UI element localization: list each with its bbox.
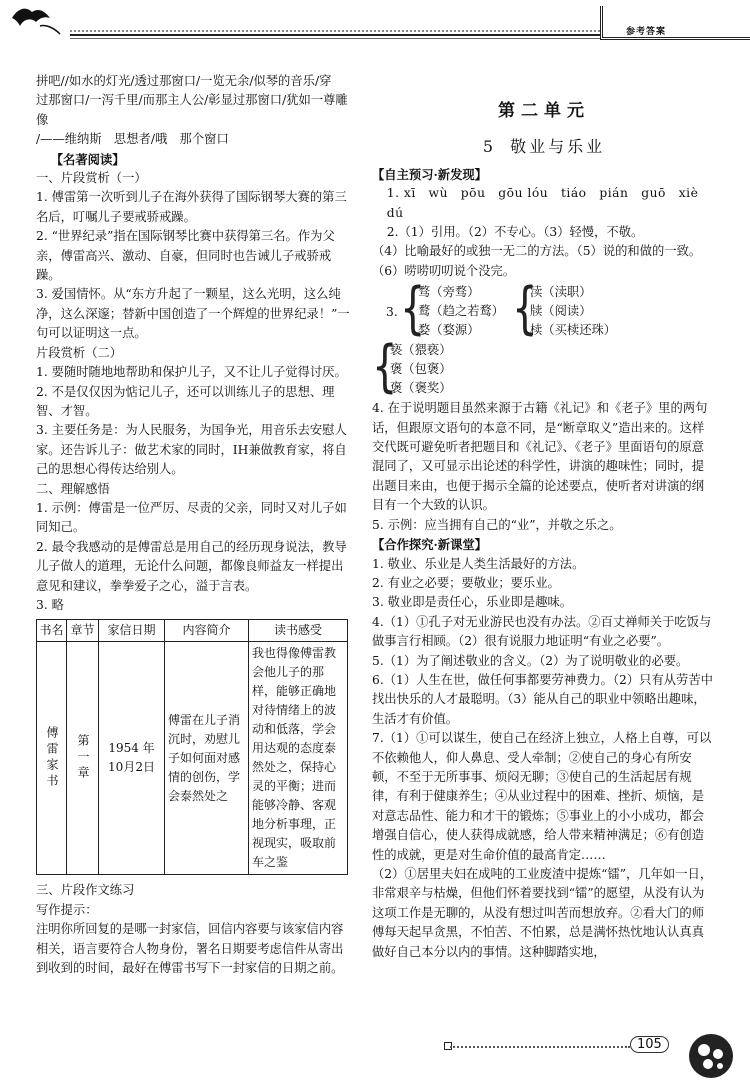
table-cell-date: 1954 年 10月2日 [99,642,165,875]
header-rule [70,34,600,36]
table-header: 家信日期 [99,620,165,642]
page-number: 105 [630,1036,669,1053]
table-cell-summary: 傅雷在儿子消沉时，劝慰儿子如何面对感情的创伤，学会泰然处之 [165,642,249,875]
char-entry: 椟（买椟还珠） [530,323,617,338]
answer-item: （2）①居里夫妇在成吨的工业废渣中提炼“镭”，几年如一日，非常艰辛与枯燥，但他们怀着要找到“镭”的愿望，从没有认为这项工作是无聊的，从没有想过叫苦而想放弃。②看大门的师傅每天起早贪黑，不怕苦、不怕累，总是满怀热忱地认认真真做好自己本分以内的事情。这种脚踏实地， [372,867,713,959]
table-cell-chapter [67,642,99,875]
section-heading: 【合作探究·新课堂】 [372,537,487,553]
table-header: 内容简介 [165,620,249,642]
pinyin-answers: 1. xī wù pōu gōu lóu tiáo pián guō xiè dú [386,186,699,220]
char-entry: 骛（旁骛） [418,285,480,300]
answer-item: 3. 主要任务是：为人民服务，为国争光，用音乐去安慰人家。还告诉儿子：做艺术家的同时，IH兼做教育家，将自己的思想心得传达给别人。 [36,423,347,477]
lesson-number: 5 [482,137,497,157]
answer-item: 4.（1）①孔子对无业游民也没有办法。②百丈禅师关于吃饭与做事言行相顾。（2）很有说服力地证明“有业之必要”。 [372,614,712,649]
table-cell-book [37,642,67,875]
section-heading: 【名著阅读】 [50,151,125,167]
answer-item: 3. 略 [36,597,64,612]
answer-item: 3. 爱国情怀。从“东方升起了一颗星，这么光明，这么纯净，这么深邃；替新中国创造了一个辉煌的世界纪录！”一句可以证明这一点。 [36,287,350,341]
book-title: 傅雷家书 [45,726,59,791]
poem-line: 过那窗口/一泻千里/而那主人公/彰显过那窗口/犹如一尊雕像 [36,93,348,127]
answer-item: 2.（1）引用。（2）不专心。（3）轻慢，不敬。 [386,225,644,240]
bird-logo-icon [10,4,70,36]
poem-line: 拼吧//如水的灯光/透过那窗口/一览无余/似琴的音乐/穿 [36,74,332,88]
answer-item: 1. 傅雷第一次听到儿子在海外获得了国际钢琴大赛的第三名后，叮嘱儿子要戒骄戒躁。 [36,190,347,224]
chapter: 第一章 [76,734,90,783]
answer-item: 5.（1）为了阐述敬业的含义。（2）为了说明敬业的必要。 [372,653,689,668]
answer-item: 2. 最令我感动的是傅雷总是用自己的经历现身说法，教导儿子做人的道理，无论什么问题，都像良师益友一样提出意见和建议，拳拳爱子之心，溢于言表。 [36,539,347,593]
answer-item: 7.（1）①可以谋生，使自己在经济上独立，人格上自尊，可以不依赖他人，仰人鼻息、受人牵制；②使自己的身心有所安顿，不至于无所事事、烦闷无聊；③使自己的生活起居有规律，有利于健康养生；④从业过程中的困难、挫折、烦恼，是对意志品性、能力和才干的锻炼；⑤事业上的小小成功，都会增强自信心，使人获得成就感，给人带来精神满足；⑥有创造性的成就，更是对生命价值的最高肯定…… [372,731,712,862]
answer-item: 2. 有业之必要；要敬业；要乐业。 [372,575,560,590]
table-header: 章节 [67,620,99,642]
table-header-row [37,620,348,642]
brace-icon: { [512,277,538,342]
reading-table [36,619,348,875]
char-entry: 渎（渎职） [530,285,592,300]
group-label: 3. [386,305,398,320]
char-entry: 褒（包褒） [390,362,452,377]
answer-item: 6.（1）人生在世，做任何事都要劳神费力。（2）只有从劳苦中找出快乐的人才最聪明。（3）能从自己的职业中领略出趣味，生活才有价值。 [372,672,713,726]
lesson-name: 敬业与乐业 [510,137,606,157]
header-dotted-rule [70,30,600,33]
char-entry: 褒（褒奖） [390,381,452,396]
char-entry: 婺（婺源） [418,323,480,338]
page-header [0,0,750,40]
subsection-heading: 三、片段作文练习 [36,883,135,898]
answer-item: （4）比喻最好的或独一无二的方法。（5）说的和做的一致。 [372,244,702,259]
answer-item: 1. 示例：傅雷是一位严厉、尽责的父亲，同时又对儿子如同知己。 [36,500,347,535]
char-group-1 [372,277,716,342]
brace-icon: { [400,277,426,342]
answer-item: 4. 在于说明题目虽然来源于古籍《礼记》和《老子》里的两句话，但跟原文语句的本意不同，是“断章取义”造出来的。这样交代既可避免听者把题目和《礼记》、《老子》里面语句的原意混同了，又可显示出论述的科学性，讲演的趣味性；同时，提出题目来由，也便于揭示全篇的论述要点，使听者对讲演的纲目有一个大致的认识。 [372,401,708,513]
answer-item: 1. 敬业、乐业是人类生活最好的方法。 [372,556,585,571]
char-entry: 牍（阅读） [530,304,592,319]
footer-dotted-rule [450,1046,630,1048]
answer-item: 2. 不是仅仅因为惦记儿子，还可以训练儿子的思想、理智、才智。 [36,384,335,418]
char-group-2 [372,335,716,400]
flower-decoration-icon [676,1024,746,1082]
poem-line: /——维纳斯 思想者/哦 那个窗口 [36,132,229,147]
lesson-title [372,137,716,156]
header-rule-thin [70,38,600,39]
answer-item: 5. 示例：应当拥有自己的“业”，并敬之乐之。 [372,517,622,532]
header-label: 参考答案 [626,27,667,37]
left-column [36,72,354,978]
subsection-heading: 二、理解感悟 [36,481,110,496]
table-row [37,642,348,875]
char-entry: 亵（猥亵） [390,343,452,358]
subsection-heading: 一、片段赏析（一） [36,171,147,186]
header-box [600,6,750,40]
unit-title: 第二单元 [498,101,590,121]
table-cell-feeling: 我也得像傅雷教会他儿子的那样，能够正确地对待情绪上的波动和低落，学会用达观的态度泰然处之，保持心灵的平衡；进而能够冷静、客观地分析事理，正视现实，吸取前车之鉴 [249,642,348,875]
subsection-heading: 片段赏析（二） [36,345,123,360]
writing-tips-text: 注明你所回复的是哪一封家信，回信内容要与该家信内容相关，语言要符合人物身份，署名日期要考虑信件从寄出到收到的时间，最好在傅雷书写下一封家信的日期之前。 [36,922,344,975]
answer-item: 2. “世界纪录”指在国际钢琴比赛中获得第三名。作为父亲，傅雷高兴、激动、自豪，但同时也告诫儿子戒骄戒躁。 [36,229,335,283]
char-entry: 鹜（趋之若鹜） [418,304,505,319]
writing-tips-label: 写作提示： [36,902,98,917]
right-column [372,100,716,962]
section-heading: 【自主预习·新发现】 [372,166,487,182]
table-header: 书名 [37,620,67,642]
brace-icon: { [372,335,398,400]
answer-item: （6）唠唠叨叨说个没完。 [372,263,516,278]
table-header: 读书感受 [249,620,348,642]
answer-item: 3. 敬业即是责任心，乐业即是趣味。 [372,595,573,610]
answer-item: 1. 要随时随地地帮助和保护儿子，又不让儿子觉得讨厌。 [36,365,347,380]
